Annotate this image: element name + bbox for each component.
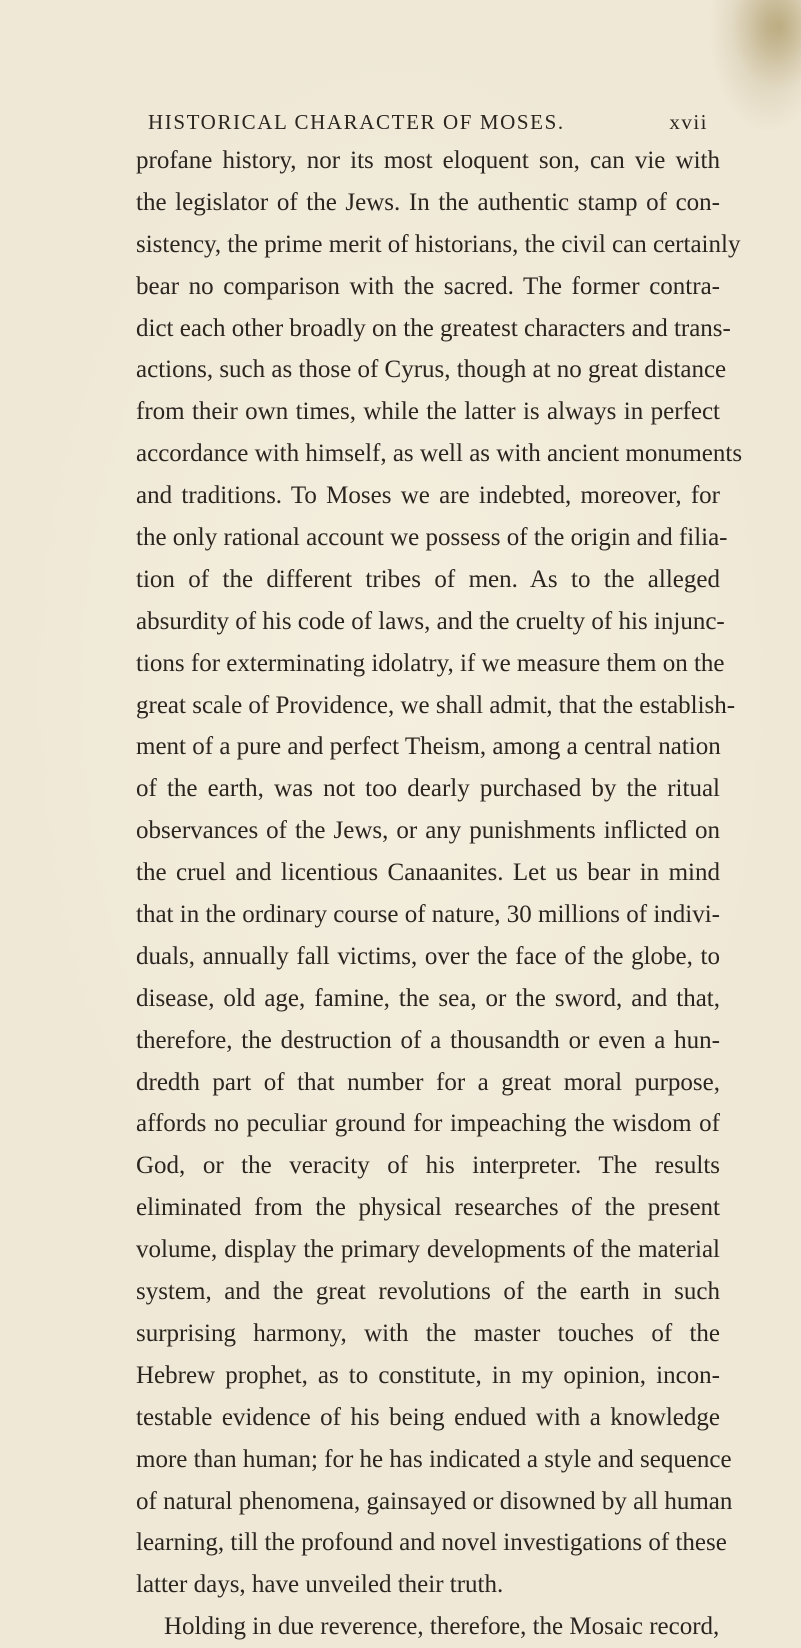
text-line: surprising harmony, with the master touches of the bbox=[136, 1319, 720, 1347]
text-line: ment of a pure and perfect Theism, among a central nation bbox=[136, 733, 721, 761]
text-line: the cruel and licentious Canaanites. Let us bear in mind bbox=[136, 859, 720, 887]
running-head bbox=[148, 110, 708, 142]
text-line: accordance with himself, as well as with ancient monuments bbox=[136, 440, 743, 468]
text-line: of the earth, was not too dearly purchased by the ritual bbox=[136, 775, 720, 803]
text-line: absurdity of his code of laws, and the cruelty of his injunc- bbox=[136, 607, 725, 635]
text-line: observances of the Jews, or any punishments inflicted on bbox=[136, 817, 720, 845]
text-line: system, and the great revolutions of the earth in such bbox=[136, 1278, 720, 1306]
text-line: latter days, have unveiled their truth. bbox=[136, 1571, 504, 1599]
text-line: and traditions. To Moses we are indebted, moreover, for bbox=[136, 482, 720, 510]
text-line: the only rational account we possess of the origin and filia- bbox=[136, 524, 728, 552]
text-line: sistency, the prime merit of historians, the civil can certainly bbox=[136, 230, 741, 258]
body-text bbox=[136, 140, 743, 1648]
text-line: Holding in due reverence, therefore, the Mosaic record, bbox=[164, 1613, 720, 1641]
text-line: testable evidence of his being endued with a knowledge bbox=[136, 1403, 720, 1431]
page-number: xvii bbox=[669, 110, 708, 134]
text-line: actions, such as those of Cyrus, though at no great distance bbox=[136, 356, 727, 384]
text-line: bear no comparison with the sacred. The former contra- bbox=[136, 272, 720, 300]
text-line: Hebrew prophet, as to constitute, in my opinion, incon- bbox=[136, 1361, 720, 1389]
text-line: dict each other broadly on the greatest characters and trans- bbox=[136, 314, 731, 342]
text-line: tion of the different tribes of men. As to the alleged bbox=[136, 565, 720, 593]
text-line: God, or the veracity of his interpreter. The results bbox=[136, 1152, 720, 1180]
text-line: profane history, nor its most eloquent son, can vie with bbox=[136, 147, 720, 174]
running-title: HISTORICAL CHARACTER OF MOSES. bbox=[148, 110, 565, 134]
text-line: disease, old age, famine, the sea, or the sword, and that, bbox=[136, 984, 720, 1012]
page-stain bbox=[731, 0, 801, 90]
text-line: eliminated from the physical researches of the present bbox=[136, 1194, 720, 1222]
text-line: duals, annually fall victims, over the face of the globe, to bbox=[136, 942, 720, 970]
text-line: more than human; for he has indicated a style and sequence bbox=[136, 1445, 732, 1473]
text-line: the legislator of the Jews. In the authentic stamp of con- bbox=[136, 188, 720, 216]
text-line: that in the ordinary course of nature, 30 millions of indivi- bbox=[136, 901, 720, 929]
text-line: therefore, the destruction of a thousandth or even a hun- bbox=[136, 1026, 720, 1054]
text-line: tions for exterminating idolatry, if we measure them on the bbox=[136, 649, 725, 677]
text-line: of natural phenomena, gainsayed or disowned by all human bbox=[136, 1487, 733, 1515]
text-line: from their own times, while the latter is always in perfect bbox=[136, 398, 720, 426]
text-line: affords no peculiar ground for impeaching the wisdom of bbox=[136, 1110, 720, 1138]
text-line: learning, till the profound and novel investigations of these bbox=[136, 1529, 727, 1557]
text-line: volume, display the primary developments of the material bbox=[136, 1236, 720, 1264]
text-line: dredth part of that number for a great moral purpose, bbox=[136, 1068, 720, 1096]
text-line: great scale of Providence, we shall admit, that the establish- bbox=[136, 691, 736, 719]
